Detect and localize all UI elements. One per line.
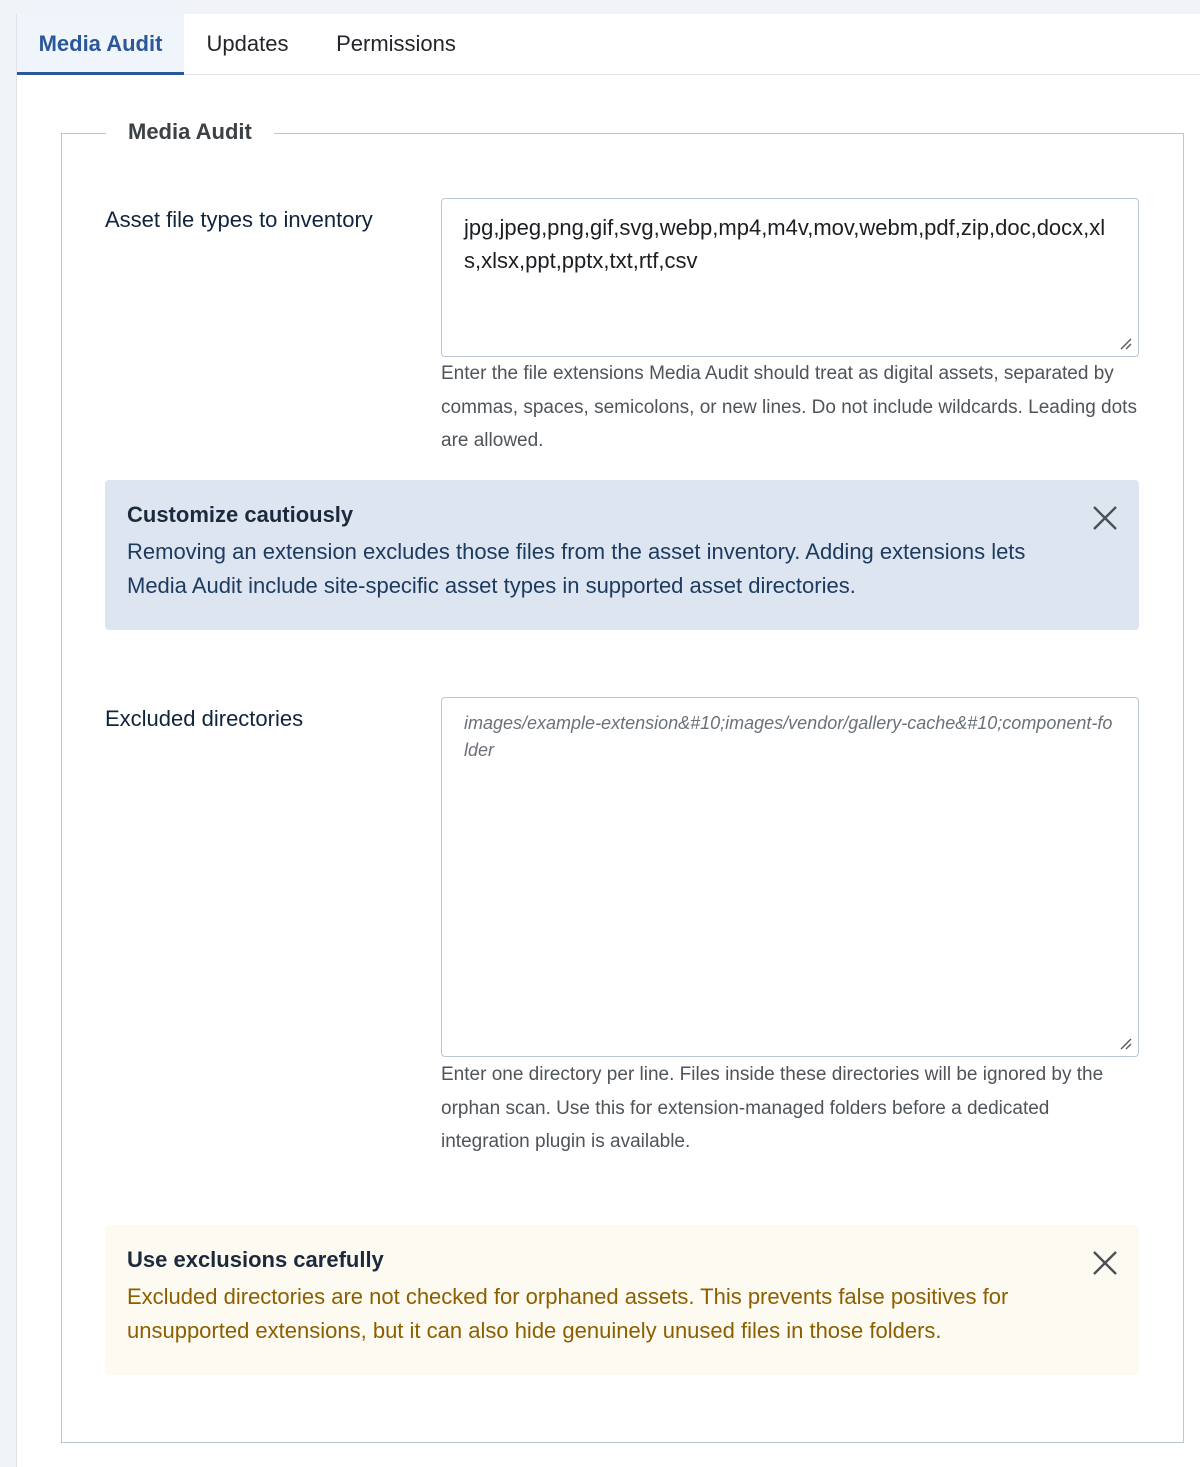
tab-bar: [17, 14, 1200, 75]
filetypes-value: jpg,jpeg,png,gif,svg,webp,mp4,m4v,mov,webm,pdf,zip,doc,docx,xls,xlsx,ppt,pptx,txt,rtf,csv: [464, 215, 1106, 273]
info-alert-body: Removing an extension excludes those files from the asset inventory. Adding extensions lets Media Audit include site-specific asset types in supported asset directories.: [127, 539, 1026, 598]
warning-alert-title: Use exclusions carefully: [127, 1247, 384, 1272]
excluded-help-text: Enter one directory per line. Files inside these directories will be ignored by the orphan scan. Use this for extension-managed folders before a dedicated integration plugin is available.: [441, 1064, 1104, 1152]
tab-media-audit[interactable]: Media Audit: [17, 14, 184, 75]
excluded-label: Excluded directories: [105, 706, 304, 731]
filetypes-label: Asset file types to inventory: [105, 207, 373, 232]
excluded-placeholder: images/example-extension&#10;images/vendor/gallery-cache&#10;component-folder: [464, 713, 1113, 760]
warning-alert-body: Excluded directories are not checked for orphaned assets. This prevents false positives for unsupported extensions, but it can also hide genuinely unused files in those folders.: [127, 1284, 1009, 1343]
settings-panel: [16, 14, 1200, 1467]
resize-handle-icon[interactable]: [1120, 1038, 1132, 1050]
filetypes-textarea[interactable]: [441, 198, 1139, 357]
close-icon[interactable]: [1091, 1249, 1119, 1277]
excluded-textarea[interactable]: [441, 697, 1139, 1057]
media-audit-fieldset: [61, 119, 1184, 1443]
warning-alert: [105, 1225, 1139, 1375]
tab-updates[interactable]: Updates: [206, 31, 289, 56]
resize-handle-icon[interactable]: [1120, 338, 1132, 350]
info-alert: [105, 480, 1139, 630]
tab-permissions[interactable]: Permissions: [336, 31, 456, 56]
fieldset-legend: Media Audit: [106, 112, 274, 152]
info-alert-title: Customize cautiously: [127, 502, 354, 527]
filetypes-help-text: Enter the file extensions Media Audit should treat as digital assets, separated by commas, spaces, semicolons, or new lines. Do not include wildcards. Leading dots are allowed.: [441, 363, 1137, 451]
close-icon[interactable]: [1091, 504, 1119, 532]
